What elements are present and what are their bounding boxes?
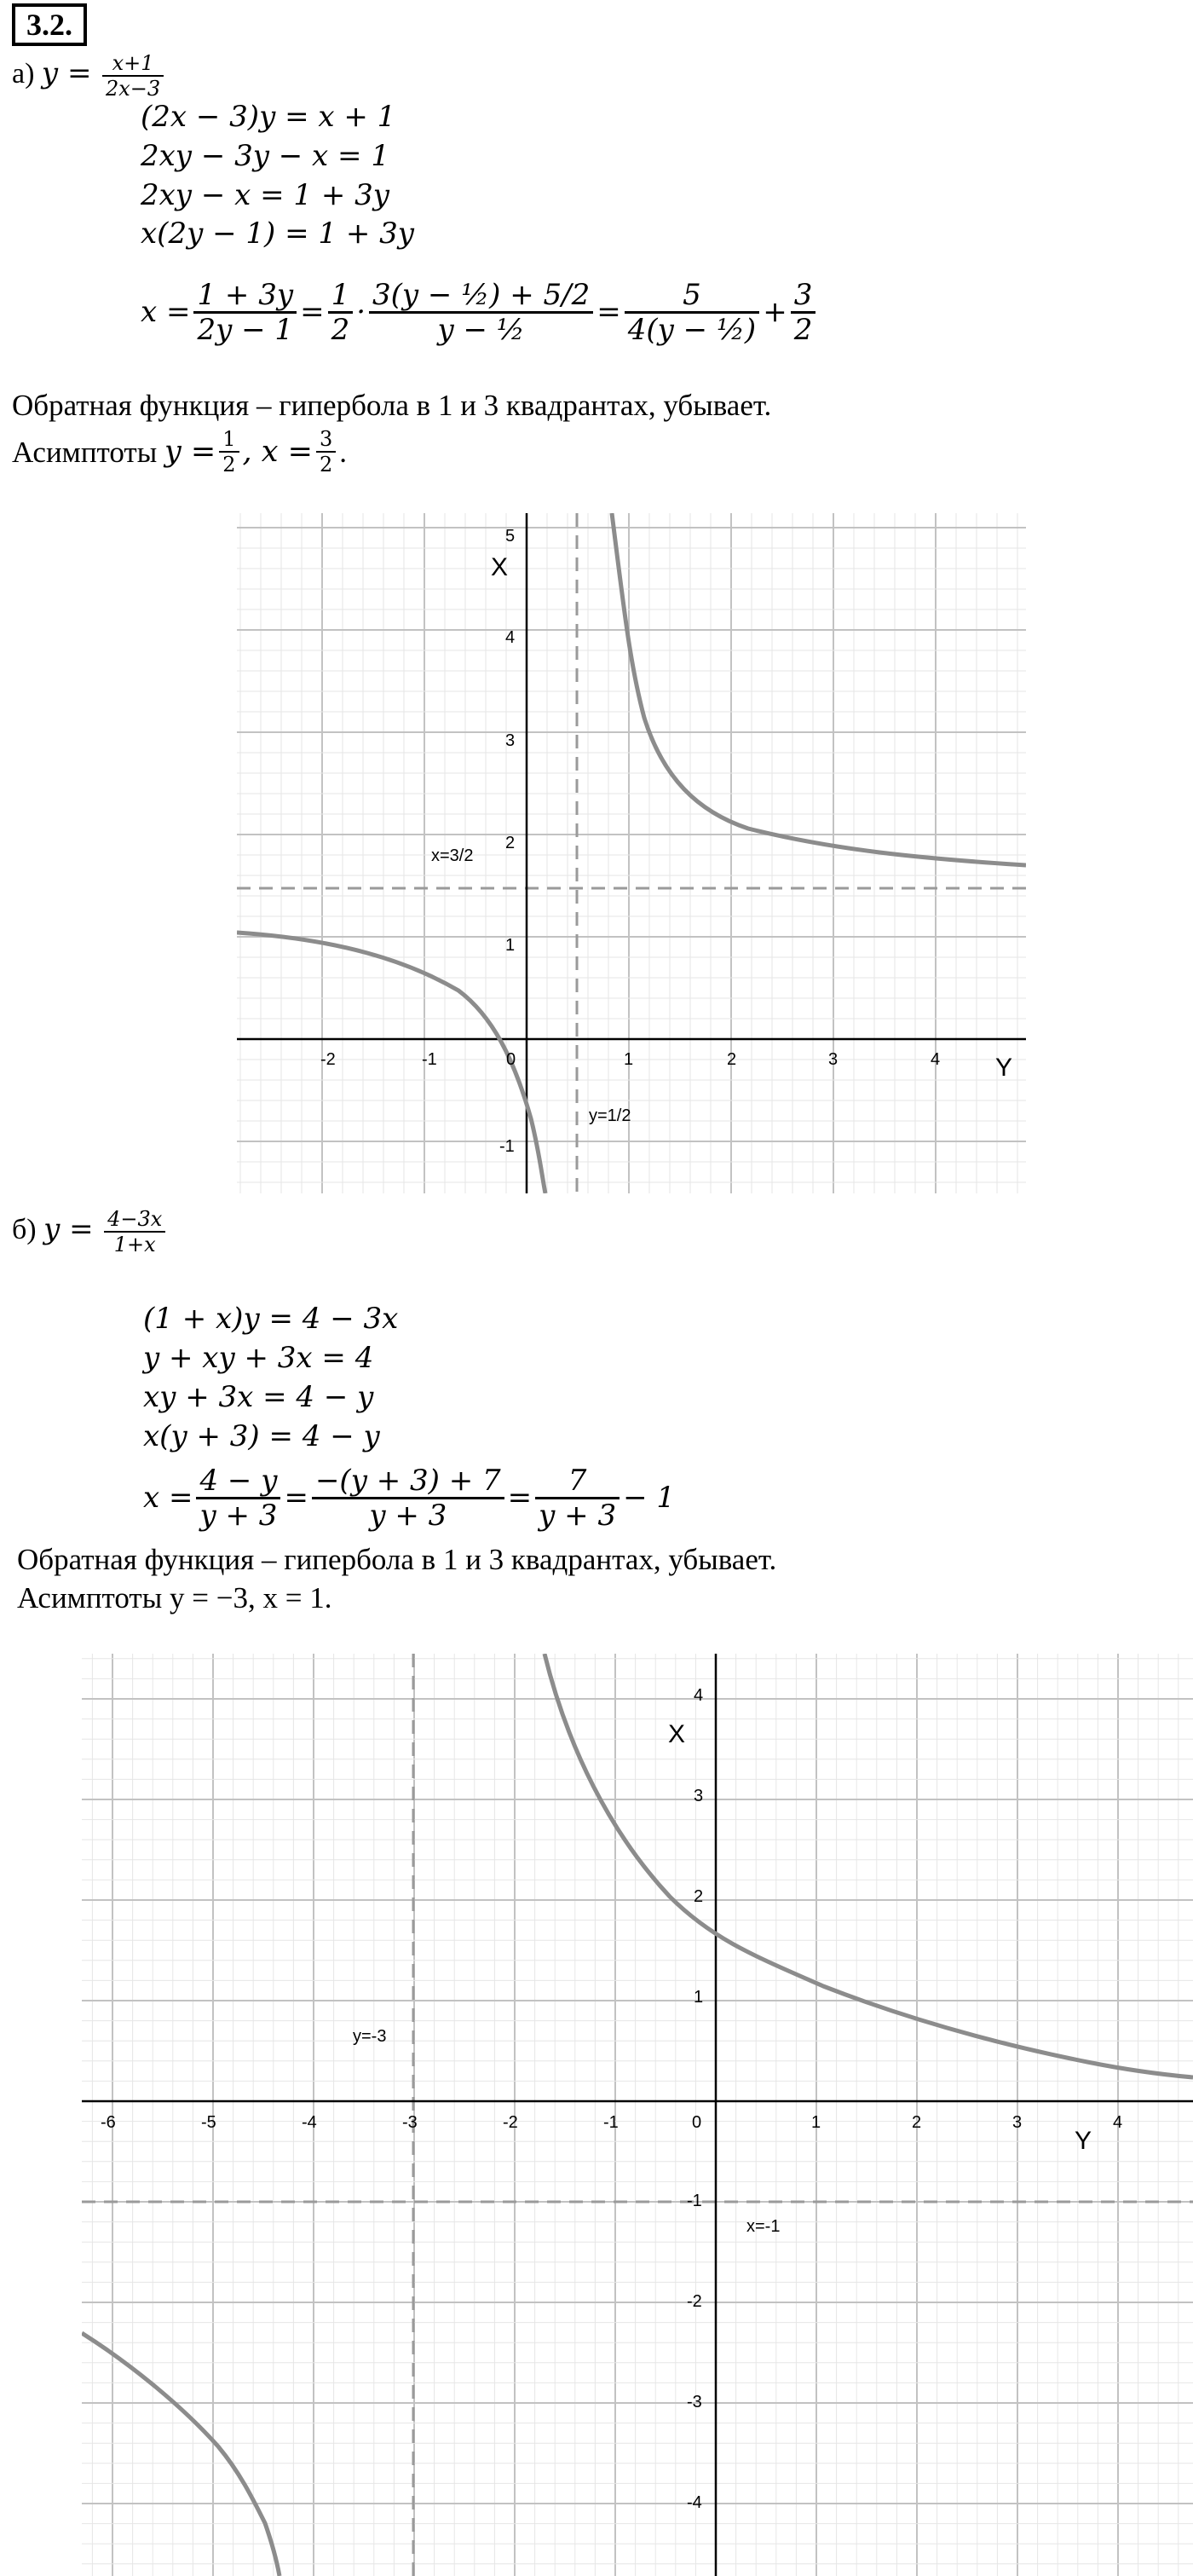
part-b-y-tick-neg1: -1 <box>687 2192 702 2210</box>
part-b-y-tick-4: 4 <box>694 1686 704 1705</box>
part-a-final-plus: + <box>763 295 787 329</box>
part-a-asymptotes-prefix: Асимптоты <box>12 435 158 469</box>
part-a-func-lhs: y = <box>41 55 92 90</box>
problem-number: 3.2. <box>12 3 87 46</box>
part-a-final-frac5-num: 3 <box>791 280 816 314</box>
part-b-curve-lower <box>82 2333 280 2576</box>
part-b-x-tick-neg1: -1 <box>603 2113 619 2132</box>
part-b-x-tick-4: 4 <box>1113 2113 1123 2132</box>
part-a-y-tick-5: 5 <box>505 527 516 546</box>
part-a-y-tick-neg1: -1 <box>499 1137 515 1156</box>
part-a-label: а) <box>12 57 35 90</box>
part-a-final-frac2-den: 2 <box>331 312 350 347</box>
part-a-y-tick-4: 4 <box>505 628 516 647</box>
part-a-final-eq1: = <box>300 295 325 329</box>
part-a-final-x-eq: x = <box>141 295 191 329</box>
part-a-v-asymptote-label: y=1/2 <box>589 1106 631 1125</box>
part-a-final-frac3-den: y − ½ <box>437 312 525 347</box>
part-a-asymptote-y-den: 2 <box>222 453 236 477</box>
part-b-final-frac3-den: y + 3 <box>539 1498 617 1533</box>
part-b-curve-upper <box>545 1654 1193 2077</box>
part-b-x-tick-neg2: -2 <box>503 2113 518 2132</box>
part-b-x-tick-3: 3 <box>1012 2113 1023 2132</box>
part-b-x-tick-1: 1 <box>811 2113 821 2132</box>
part-b-graph <box>82 1654 1193 2576</box>
part-a-func-denominator: 2x−3 <box>105 77 161 101</box>
part-b-graph-grid <box>82 1654 1193 2576</box>
part-b-x-tick-2: 2 <box>912 2113 922 2132</box>
part-a-x-tick-2: 0 <box>506 1050 516 1069</box>
part-b-final-eq1: = <box>284 1481 308 1515</box>
part-b-asymptotes: Асимптоты y = −3, x = 1. <box>17 1581 332 1614</box>
part-a-graph <box>237 513 1026 1193</box>
part-a-y-axis-label: X <box>491 553 509 581</box>
part-b-y-tick-1: 1 <box>694 1988 704 2007</box>
part-a-final-frac2-num: 1 <box>328 280 354 314</box>
part-b-step-2: y + xy + 3x = 4 <box>143 1341 374 1375</box>
part-a-conclusion: Обратная функция – гипербола в 1 и 3 квадрантах, убывает. <box>12 389 772 422</box>
part-a-step-1: (2x − 3)y = x + 1 <box>141 100 396 134</box>
part-b-header <box>12 1209 169 1255</box>
part-a-asymptote-x-num: 3 <box>316 429 336 453</box>
part-b-x-tick-neg3: -3 <box>402 2113 418 2132</box>
part-a-y-tick-3: 3 <box>505 731 516 750</box>
part-b-func-denominator: 1+x <box>113 1233 156 1256</box>
part-a-x-tick-1: -1 <box>422 1050 437 1069</box>
part-a-final-frac1-num: 1 + 3y <box>193 280 297 314</box>
part-a-final-frac4-den: 4(y − ½) <box>627 312 757 347</box>
part-a-func-fraction <box>102 53 164 99</box>
part-a-x-tick-6: 4 <box>931 1050 941 1069</box>
part-b-label: б) <box>12 1213 37 1245</box>
part-a-asymptote-end: . <box>339 435 347 469</box>
part-a-y-tick-2: 2 <box>505 834 516 852</box>
part-a-func-numerator: x+1 <box>102 53 164 77</box>
part-a-final-frac5-den: 2 <box>793 312 813 347</box>
part-a-asymptotes <box>12 426 347 477</box>
part-a-graph-grid <box>237 513 1026 1193</box>
part-a-step-4: x(2y − 1) = 1 + 3y <box>141 217 414 251</box>
part-b-y-tick-neg2: -2 <box>687 2292 702 2311</box>
part-a-final-equation <box>141 252 819 372</box>
part-b-x-tick-neg6: -6 <box>101 2113 116 2132</box>
part-b-y-tick-neg3: -3 <box>687 2393 702 2411</box>
part-b-final-equation <box>143 1451 675 1545</box>
part-b-conclusion: Обратная функция – гипербола в 1 и 3 квадрантах, убывает. <box>17 1543 777 1576</box>
part-a-final-eq2: = <box>596 295 621 329</box>
part-b-step-3: xy + 3x = 4 − y <box>143 1380 374 1414</box>
part-b-h-asymptote-label: x=-1 <box>746 2217 781 2236</box>
part-a-x-tick-0: -2 <box>320 1050 336 1069</box>
part-a-asymptote-y: y = <box>164 434 216 469</box>
part-a-final-frac3-num: 3(y − ½) + 5/2 <box>369 280 593 314</box>
part-b-final-frac1-num: 4 − y <box>196 1466 280 1499</box>
part-a-final-dot: · <box>356 295 366 329</box>
part-a-x-tick-5: 3 <box>828 1050 839 1069</box>
part-b-v-asymptote-label: y=-3 <box>353 2027 387 2046</box>
part-a-final-frac1-den: 2y − 1 <box>197 312 294 347</box>
part-b-x-tick-0: 0 <box>692 2113 702 2132</box>
part-b-final-frac2-den: y + 3 <box>369 1498 447 1533</box>
part-a-y-tick-1: 1 <box>505 936 516 955</box>
part-b-y-axis-label: X <box>668 1720 686 1748</box>
part-b-x-tick-neg4: -4 <box>302 2113 317 2132</box>
part-a-x-tick-3: 1 <box>624 1050 634 1069</box>
part-b-x-tick-neg5: -5 <box>201 2113 216 2132</box>
part-a-asymptote-x-den: 2 <box>319 453 333 477</box>
part-b-final-eq2: = <box>507 1481 533 1515</box>
part-a-h-asymptote-label: x=3/2 <box>431 846 474 865</box>
part-a-x-axis-label: Y <box>995 1054 1013 1082</box>
part-a-asymptote-y-num: 1 <box>219 429 239 453</box>
part-a-final-frac4-num: 5 <box>625 280 759 314</box>
part-a-curve-upper <box>612 513 1026 865</box>
part-a-x-tick-4: 2 <box>727 1050 737 1069</box>
part-b-func-fraction <box>104 1209 165 1255</box>
part-a-step-2: 2xy − 3y − x = 1 <box>141 139 389 173</box>
part-b-x-axis-label: Y <box>1075 2127 1092 2155</box>
part-b-y-tick-2: 2 <box>694 1887 704 1906</box>
part-a-header <box>12 53 167 99</box>
part-b-final-frac2-num: −(y + 3) + 7 <box>312 1466 504 1499</box>
part-b-y-tick-3: 3 <box>694 1787 704 1805</box>
part-b-final-frac3-num: 7 <box>535 1466 620 1499</box>
part-b-y-tick-neg4: -4 <box>687 2493 702 2512</box>
part-b-final-x-eq: x = <box>143 1481 193 1515</box>
part-b-step-1: (1 + x)y = 4 − 3x <box>143 1302 399 1336</box>
part-b-final-frac1-den: y + 3 <box>199 1498 278 1533</box>
part-a-step-3: 2xy − x = 1 + 3y <box>141 178 389 212</box>
part-b-step-4: x(y + 3) = 4 − y <box>143 1419 380 1453</box>
part-b-func-numerator: 4−3x <box>104 1209 165 1233</box>
part-b-func-lhs: y = <box>43 1211 94 1246</box>
part-a-asymptote-sep: , x = <box>242 434 313 469</box>
part-b-final-tail: − 1 <box>623 1481 676 1515</box>
